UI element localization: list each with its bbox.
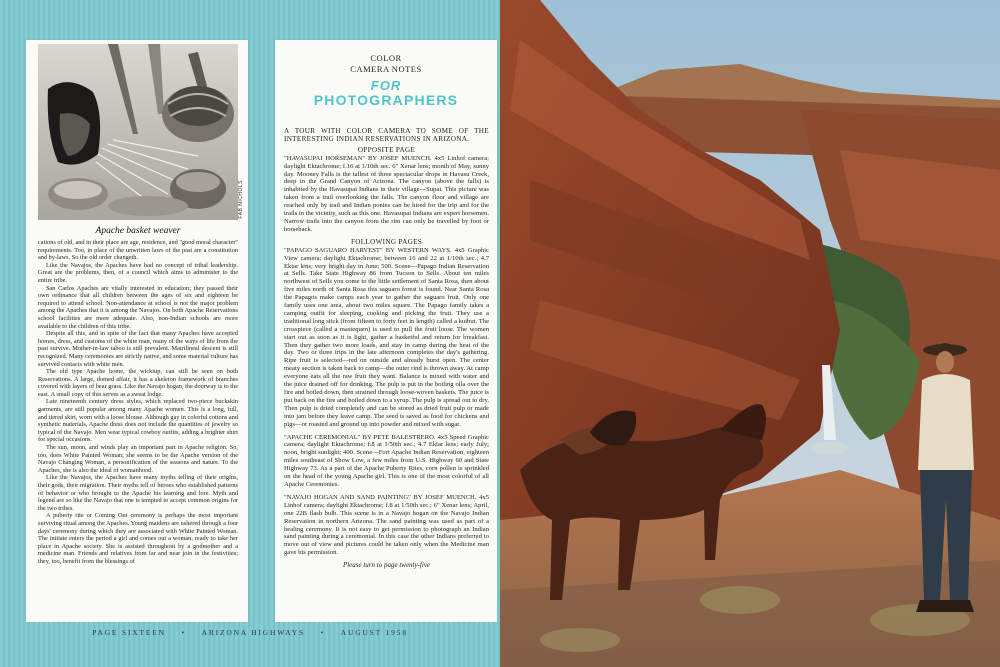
paragraph: cations of old, and in their place are age, residence, and "good moral character" requirements. Too, in place of the unwritten laws of the past are a constitution and by-laws. So the old order changeth. bbox=[38, 239, 238, 262]
paragraph: The old type Apache home, the wickiup, can still be seen on both Reservations. A large, domed affair, it has a skeleton framework of branches covered with layers of bear grass. Like the Navajo hogan, the doorway is to the east. A small copy of this serves as a sweat lodge. bbox=[38, 368, 238, 398]
photo-caption: Apache basket weaver bbox=[95, 226, 181, 236]
paragraph: Despite all this, and in spite of the fact that many Apaches have accepted homes, dress, and customs of the white man, many of the ways of life from the past survive. Mother-in-law taboo is still prevalent. Matrilineal descent is still recognized. Many ceremonies are strictly native, and some material culture has survived contacts with white men. bbox=[38, 330, 238, 368]
continuation-note: Please turn to page twenty-five bbox=[342, 561, 431, 570]
canyon-scene-illustration bbox=[500, 0, 1000, 667]
section-heading-opposite: OPPOSITE PAGE bbox=[357, 145, 416, 154]
photo-credit: FAB NICHOLS bbox=[238, 180, 244, 219]
paragraph: A puberty rite or Coming Out ceremony is perhaps the most important surviving ritual among the Apaches. Young maidens are ushered through a four days' ceremony during which they are associated with White Painted Woman. The initiate enters the period a girl and comes out a woman, ready to take her place in Apache society. She is assisted throughout by a godmother and a medicine man. Friends and relatives from far and near join in the festivities; they, too, benefit from the blessings of bbox=[38, 512, 238, 565]
paragraph: The sun, moon, and winds play an important part in Apache religion. So, too, does White Painted Woman; she seems to be the Apache version of the Navajo Changing Woman, a personification of the seasons and nature. To the Apaches, she is also the ideal of womanhood. bbox=[38, 444, 238, 474]
paragraph: Like the Navajos, the Apaches have had no concept of tribal leadership. Great are the problems, then, of a council which aims to administer to the entire tribe. bbox=[38, 261, 238, 284]
kicker-camera-notes: CAMERA NOTES bbox=[350, 64, 422, 74]
paragraph: Late nineteenth century dress styles, which replaced two-piece buckskin garments, are still popular among many Apache women. This is a long, full, and tiered skirt, worn with a loose blouse. Although gay in colorful cottons and synthetic materials, Apache dress does not include the quantities of jewelry so typical of the Navajo. Men wear typical cowboy outfits, adding a brighter shirt for special occasions. bbox=[38, 398, 238, 444]
footer-separator: • bbox=[181, 628, 186, 637]
basket-weaver-illustration bbox=[38, 44, 238, 220]
footer-date: AUGUST 1958 bbox=[340, 628, 408, 637]
entry-apache: "APACHE CEREMONIAL" BY PETE BALESTRERO. 4x5 Speed Graphic camera; daylight Ektachrome; f.8 at 1/50th sec.; 4.7 Ektar lens; early July; noon, bright sunlight; 400. Scene—Fort Apache Indian Reservation, eighteen miles southeast of Show Low, a few miles from U.S. Highway 60 and State Highway 73. As a part of the Apache Puberty Rites, corn pollen is sprinkled on the head of the young Apache girl. This is one of the most colorful of all Apache Ceremonies. bbox=[284, 433, 489, 488]
footer-separator: • bbox=[320, 628, 326, 637]
title-for: FOR bbox=[370, 78, 402, 93]
entry-papago: "PAPAGO SAGUARO HARVEST" BY WESTERN WAYS. 4x5 Graphic View camera; daylight Ektachrome; between 16 and 22 at 1/10th sec.; 4.7 Ektar lens; very bright day in June; 500. Scene—Papago Indian Reservation at Sells. Take State Highway 86 from Tucson to Sells. About ten miles northwest of Sells you come to the little settlement of Santa Rosa, then about five miles north of Santa Rosa this saguaro forest is found. Near Santa Rosa the Papagos make camps each year to gather the saguaro fruit. Only one family uses one area, about two miles square. The Papago family takes a camping outfit for sleeping, cooking and picking the fruit. They use a traditional long stick (from fifteen to forty feet in length) called a kuibut. The crosspiece (called a mastequen) is used to pull the fruit loose. The women start out as soon as it is light, gather a basketful and return for breakfast. Then they gather two more loads, and stay in camp during the heat of the day. Two or three trips in the late afternoon completes the day's gathering. Ripe fruit is selected—red on outside and already burst open. The center meaty section is taken back to camp—the outer rind is thrown away. At camp everyone eats all the raw fruit they want. Balance is mixed with water and the juice drained off for drinking. The pulp is put in the boiling olla over the fire and boiled down, then strained through loose-woven baskets. The juice is put back on the fire and boiled down to a syrup. The pulp is spread out to dry. Then pulp is dried completely and can be stored as dried fruit pulp or made into jam before they leave camp. The seed is saved as food for chickens and pigs—or roasted and ground up into powder and mixed with sugar. bbox=[284, 246, 489, 428]
article-column bbox=[26, 40, 248, 622]
footer-page-number: PAGE SIXTEEN bbox=[92, 628, 166, 637]
havasupai-horseman-photo bbox=[500, 0, 1000, 667]
title-photographers: PHOTOGRAPHERS bbox=[313, 92, 459, 108]
kicker-color: COLOR bbox=[370, 53, 402, 63]
entry-havasupai: "HAVASUPAI HORSEMAN" BY JOSEF MUENCH. 4x5 Linhof camera; daylight Ektachrome; f.16 at 1/10th sec. 6" Xenar lens; month of May, sunny day. Mooney Falls is the tallest of three spectacular drops in Havasu Creek, deep in the Grand Canyon of Arizona. The canyon (above the falls) is inhabited by the Havasupai Indians in their village—Supai. This picture was taken from a trail overlooking the falls. The canyon floor and village are reached only by trail and Indian ponies can be hired for the trip and for the trails in the vicinity, such as this one. Havasupai Indians are expert horsemen. Narrow trails into the canyon from the rim can only be travelled by foot or horseback. bbox=[284, 154, 489, 233]
section-heading-following: FOLLOWING PAGES bbox=[350, 237, 423, 246]
paragraph: Like the Navajos, the Apaches have many myths telling of their origins, their gods, their migration. Their myths tell of heroes who established patterns of behavior or who brought to the Apache his learning and lore. Myth and legend are so like the Navajo that one is tempted to accept common origins for the two tribes. bbox=[38, 474, 238, 512]
footer-magazine: ARIZONA HIGHWAYS bbox=[201, 628, 305, 637]
article-body bbox=[38, 239, 238, 619]
page-footer bbox=[0, 628, 500, 637]
intro-text: A TOUR WITH COLOR CAMERA TO SOME OF THE INTERESTING INDIAN RESERVATIONS IN ARIZONA. bbox=[284, 128, 489, 143]
paragraph: San Carlos Apaches are vitally interested in education; they passed their own ordinance that all children between the ages of six and eighteen be required to attend school. Non-attendance at school is not the major problem among the Apaches that it is among the Navajos. On both Apache Reservations school facilities are more adequate. Also, non-Indian schools are more available to the children of this tribe. bbox=[38, 284, 238, 330]
entry-navajo: "NAVAJO HOGAN AND SAND PAINTING" BY JOSEF MUENCH. 4x5 Linhof camera; daylight Ektachrome; f.8 at 1/50th sec.; 6" Xenar lens; April, one 22B flash bulb. This scene is in a Navajo hogan on the Navajo Indian Reservation in northern Arizona. The sand painting was used as part of a healing ceremony. It is not easy to get permission to photograph an Indian sand painting during a ceremonial. In this case the other Indians preferred to move out of view and pictures could be taken only when the Medicine man gave his permission. bbox=[284, 493, 489, 557]
camera-notes-text bbox=[284, 128, 489, 618]
camera-notes-column bbox=[275, 40, 497, 622]
basket-weaver-photo bbox=[38, 44, 238, 220]
